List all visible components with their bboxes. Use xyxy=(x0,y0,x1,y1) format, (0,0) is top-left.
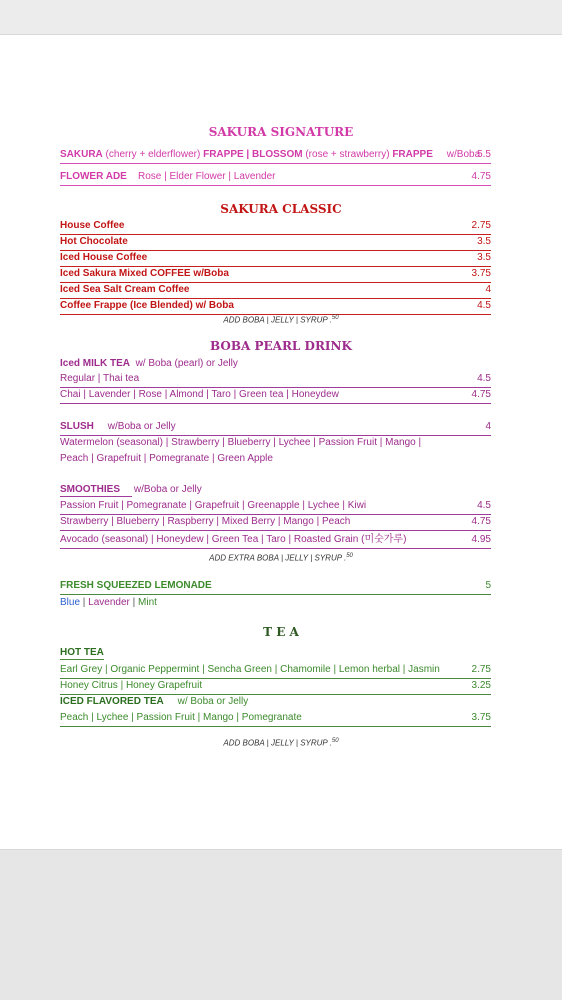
lemonade-options xyxy=(60,596,157,609)
item-price: 4.5 xyxy=(477,300,491,311)
item-name: Coffee Frappe (Ice Blended) w/ Boba xyxy=(60,300,234,311)
lemonade-item xyxy=(60,579,491,595)
header-sub: w/Boba or Jelly xyxy=(93,421,176,432)
row-text: Passion Fruit | Pomegranate | Grapefruit | Greenapple | Lychee | Kiwi xyxy=(60,500,367,511)
item-desc: Rose | Elder Flower | Lavender xyxy=(138,171,276,182)
item-name: Hot Chocolate xyxy=(60,236,128,247)
note-price: 50 xyxy=(346,553,353,559)
item-name: Iced Sea Salt Cream Coffee xyxy=(60,284,190,295)
slush-header xyxy=(60,420,491,436)
classic-item xyxy=(60,219,491,235)
option-mint: Mint xyxy=(138,597,157,608)
note-price: 50 xyxy=(331,315,339,321)
item-price: 4.95 xyxy=(471,534,491,545)
item-desc: (rose + strawberry) xyxy=(302,149,393,160)
signature-title: SAKURA SIGNATURE xyxy=(208,125,354,139)
classic-addon-note xyxy=(0,315,562,325)
item-price: 5 xyxy=(485,580,491,591)
classic-title: SAKURA CLASSIC xyxy=(220,202,342,216)
classic-item xyxy=(60,235,491,251)
header-sub: w/ Boba (pearl) or Jelly xyxy=(130,358,238,369)
milk-tea-row xyxy=(60,388,491,404)
header-name: SLUSH xyxy=(60,421,94,432)
row-text: Chai | Lavender | Rose | Almond | Taro | Green tea | Honeydew xyxy=(60,389,339,400)
item-name: FLOWER ADE xyxy=(60,171,127,182)
classic-item xyxy=(60,251,491,267)
item-desc: (cherry + elderflower) xyxy=(102,149,204,160)
tea-title: T E A xyxy=(263,625,299,639)
row-text: Strawberry | Blueberry | Raspberry | Mixed Berry | Mango | Peach xyxy=(60,516,351,527)
item-price: 4.75 xyxy=(471,171,491,182)
milk-tea-header xyxy=(60,357,238,370)
item-price: 2.75 xyxy=(471,220,491,231)
row-text: Regular | Thai tea xyxy=(60,373,140,384)
row-text: Earl Grey | Organic Peppermint | Sencha Green | Chamomile | Lemon herbal | Jasmin xyxy=(60,664,440,675)
note-price: 50 xyxy=(331,738,339,744)
item-price: 4 xyxy=(485,284,491,295)
option-blue: Blue xyxy=(60,597,81,608)
boba-addon-note xyxy=(0,553,562,563)
header-name: Iced MILK TEA xyxy=(60,358,131,369)
boba-title: BOBA PEARL DRINK xyxy=(210,339,352,353)
header-sub: w/Boba or Jelly xyxy=(120,484,202,495)
item-price: 4.5 xyxy=(477,373,491,384)
signature-item-sakura xyxy=(60,148,491,164)
row-text: Avocado (seasonal) | Honeydew | Green Tea | Taro | Roasted Grain (미숫가루) xyxy=(60,534,407,545)
item-price: 4.5 xyxy=(477,500,491,511)
separator: | xyxy=(80,597,89,608)
item-price: 3.25 xyxy=(471,680,491,691)
item-price: 4.75 xyxy=(471,389,491,400)
header-sub: w/ Boba or Jelly xyxy=(163,696,249,707)
hot-tea-row xyxy=(60,663,491,679)
item-price: 4.75 xyxy=(471,516,491,527)
header-name: SMOOTHIES xyxy=(60,484,121,495)
item-price: 4 xyxy=(485,421,491,432)
item-price: 3.75 xyxy=(471,712,491,723)
header-name: HOT TEA xyxy=(60,647,104,658)
classic-item xyxy=(60,283,491,299)
item-price: 2.75 xyxy=(471,664,491,675)
milk-tea-row xyxy=(60,372,491,388)
item-name: FRESH SQUEEZED LEMONADE xyxy=(60,580,212,591)
menu-page xyxy=(0,34,562,850)
iced-tea-header xyxy=(60,695,248,708)
item-name: House Coffee xyxy=(60,220,125,231)
item-desc: w/Boba xyxy=(432,149,481,160)
smoothies-row xyxy=(60,533,491,549)
viewer-top-bar xyxy=(0,0,562,34)
item-name: Iced Sakura Mixed COFFEE w/Boba xyxy=(60,268,229,279)
item-price: 3.75 xyxy=(471,268,491,279)
hot-tea-row xyxy=(60,679,491,695)
row-text: Peach | Lychee | Passion Fruit | Mango | Pomegranate xyxy=(60,712,302,723)
smoothies-row xyxy=(60,515,491,531)
item-name: SAKURA xyxy=(60,149,103,160)
iced-tea-row xyxy=(60,711,491,727)
option-lavender: Lavender xyxy=(88,597,130,608)
smoothies-row xyxy=(60,499,491,515)
item-name: FRAPPE xyxy=(392,149,433,160)
signature-item-flower-ade xyxy=(60,170,491,186)
item-price: 3.5 xyxy=(477,252,491,263)
hot-tea-header xyxy=(60,646,104,660)
separator: | xyxy=(129,597,139,608)
classic-item xyxy=(60,267,491,283)
row-text: Honey Citrus | Honey Grapefruit xyxy=(60,680,203,691)
slush-options-line: Peach | Grapefruit | Pomegranate | Green Apple xyxy=(60,453,273,464)
item-name: Iced House Coffee xyxy=(60,252,148,263)
tea-addon-note xyxy=(0,738,562,748)
header-name: ICED FLAVORED TEA xyxy=(60,696,164,707)
note-text: ADD BOBA | JELLY | SYRUP . xyxy=(223,738,332,748)
note-text: ADD BOBA | JELLY | SYRUP . xyxy=(223,315,332,325)
classic-item xyxy=(60,299,491,315)
smoothies-header xyxy=(60,483,202,497)
note-text: ADD EXTRA BOBA | JELLY | SYRUP . xyxy=(209,553,347,563)
item-price: 5.5 xyxy=(477,149,491,160)
slush-options-line: Watermelon (seasonal) | Strawberry | Blueberry | Lychee | Passion Fruit | Mango | xyxy=(60,437,422,448)
item-name: FRAPPE | BLOSSOM xyxy=(203,149,303,160)
item-price: 3.5 xyxy=(477,236,491,247)
